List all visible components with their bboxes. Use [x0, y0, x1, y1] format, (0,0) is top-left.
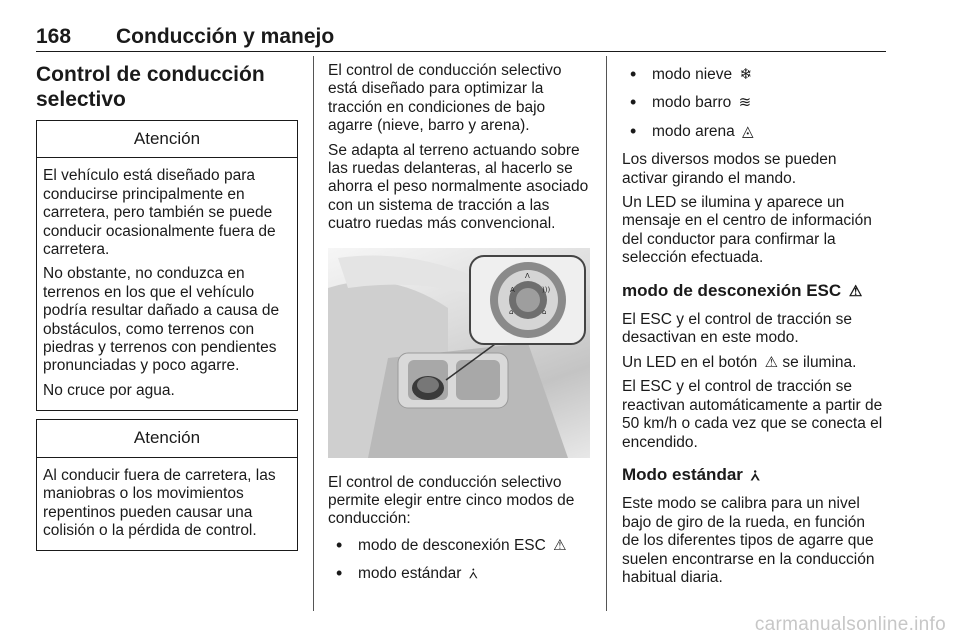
mode-label: modo arena	[652, 122, 735, 140]
column-1	[36, 62, 298, 559]
mode-label: modo nieve	[652, 66, 733, 83]
body-text: Un LED se ilumina y aparece un mensaje en el centro de información del conductor para confirmar la selección efectuada.	[622, 194, 872, 267]
column-divider	[606, 56, 607, 611]
caution-heading: Atención	[37, 420, 297, 457]
modes-list	[328, 534, 590, 584]
body-text: Los diversos modos se pueden activar girando el mando.	[622, 151, 837, 187]
caution-text: El vehículo está diseñado para conducirse principalmente en carretera, pero también se puede conducir ocasionalmente fuera de carretera.	[43, 167, 276, 259]
svg-text:⌂: ⌂	[509, 307, 514, 316]
standard-mode-icon: ⩑	[750, 466, 760, 484]
esc-off-icon: ⚠	[553, 536, 567, 554]
watermark: carmanualsonline.info	[754, 614, 946, 635]
svg-text:⌂: ⌂	[542, 307, 547, 316]
caution-heading: Atención	[37, 121, 297, 158]
column-2	[328, 62, 590, 594]
mode-label: modo estándar	[358, 565, 462, 583]
subsection-title: Modo estándar ⩑	[622, 464, 760, 484]
chapter-title: Conducción y manejo	[116, 25, 335, 48]
caution-text: No cruce por agua.	[43, 381, 175, 399]
mode-label: modo de desconexión ESC	[358, 536, 546, 554]
svg-text:))): )))	[542, 285, 551, 294]
list-item: • modo de desconexión ESC ⚠	[336, 534, 567, 555]
body-text: Este modo se calibra para un nivel bajo de giro de la rueda, en función de los diferentes tipos de agarre que suelen encontrarse en la conducción habitual diaria.	[622, 495, 875, 586]
body-text: El ESC y el control de tracción se reactivan automáticamente a partir de 50 km/h o cada vez que se conecta el encendido.	[622, 378, 883, 451]
list-item: • modo barro ≋	[630, 92, 752, 113]
column-3	[622, 62, 886, 593]
page-header	[36, 22, 886, 52]
body-text: El ESC y el control de tracción se desactivan en este modo.	[622, 311, 853, 347]
svg-text:A: A	[510, 285, 515, 294]
page-number: 168	[36, 25, 72, 48]
body-text: Un LED en el botón ⚠ se ilumina.	[622, 353, 857, 371]
caution-text: Al conducir fuera de carretera, las maniobras o los movimientos repentinos pueden causar una colisión o la pérdida de control.	[43, 466, 276, 539]
list-item: • modo nieve ❄	[630, 64, 753, 84]
console-drawing	[328, 248, 590, 458]
body-text: El control de conducción selectivo está diseñado para optimizar la tracción en condiciones de bajo agarre (nieve, barro y arena).	[328, 62, 562, 135]
caution-text: No obstante, no conduzca en terrenos en los que el vehículo podría resultar dañado a causa de obstáculos, como terrenos con piedras y terrenos con pendientes pronunciadas y poco agarre.	[43, 265, 280, 375]
mud-mode-icon: ≋	[738, 94, 752, 112]
snow-mode-icon: ❄	[739, 66, 753, 83]
caution-box	[36, 120, 298, 411]
body-text: Se adapta al terreno actuando sobre las ruedas delanteras, al hacerlo se ahorra el peso normalmente asociado con un sistema de tracción a las cuatro ruedas más convencional.	[328, 141, 589, 233]
sand-mode-icon: ◬	[742, 122, 754, 140]
esc-off-icon: ⚠	[848, 282, 863, 300]
column-divider	[313, 56, 314, 611]
mode-label: modo barro	[652, 94, 732, 112]
list-item: • modo estándar ⩑	[336, 563, 478, 584]
body-text: El control de conducción selectivo permite elegir entre cinco modos de conducción:	[328, 473, 575, 528]
section-title: Control de conducción selectivo	[36, 63, 265, 111]
modes-list	[622, 66, 886, 141]
svg-text:Λ: Λ	[525, 271, 530, 280]
esc-off-icon: ⚠	[764, 353, 779, 371]
standard-mode-icon: ⩑	[468, 565, 478, 583]
console-illustration	[328, 248, 590, 458]
caution-box	[36, 419, 298, 551]
list-item: • modo arena ◬	[630, 120, 754, 141]
subsection-title: modo de desconexión ESC ⚠	[622, 280, 863, 300]
